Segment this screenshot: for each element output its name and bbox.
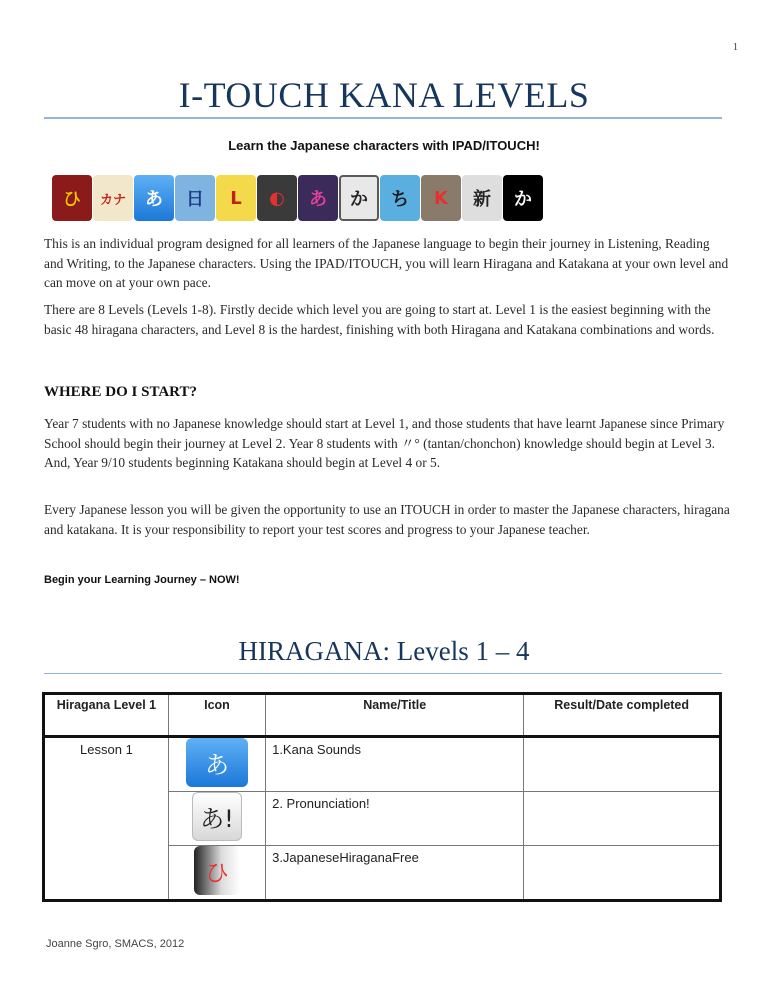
page-number: 1 (733, 42, 738, 53)
app-icon-strip (52, 175, 543, 221)
footer-credit: Joanne Sgro, SMACS, 2012 (46, 938, 185, 950)
app-icon-ka-dots: か (503, 175, 543, 221)
intro-paragraph-1: This is an individual program designed for all learners of the Japanese language to begin their journey in Listening, Reading and Writing, to the Japanese characters. Using the IPAD/ITOUCH, you will learn Hiragana and Katakana at your own level and can move on at your own pace. (44, 236, 729, 290)
app-icon-fan: ◐ (257, 175, 297, 221)
icon-cell (168, 846, 265, 901)
section-divider (44, 673, 722, 674)
name-cell: 2. Pronunciation! (266, 792, 524, 846)
app-icon-mascot-k: K (421, 175, 461, 221)
app-icon-learn-japanese: L (216, 175, 256, 221)
header-result-date: Result/Date completed (524, 694, 721, 737)
hiragana-section-title: HIRAGANA: Levels 1 – 4 (238, 636, 530, 666)
app-icon-kana-calendar: か (339, 175, 379, 221)
app-icon-kana-sounds: あ (134, 175, 174, 221)
title-divider (44, 117, 722, 119)
header-level: Hiragana Level 1 (44, 694, 169, 737)
start-paragraph-1: Year 7 students with no Japanese knowledge should start at Level 1, and those students that have learnt Japanese since Primary School should begin their journey at Level 2. Year 8 students with 〃° (tantan/chonchon) knowledge should begin at Level 3. And, Year 9/10 students beginning Katakana should begin at Level 4 or 5. (44, 416, 725, 470)
icon-cell (168, 792, 265, 846)
result-cell[interactable] (524, 846, 721, 901)
name-cell: 3.JapaneseHiraganaFree (266, 846, 524, 901)
call-to-action: Begin your Learning Journey – NOW! (44, 574, 240, 586)
where-do-i-start-heading: WHERE DO I START? (44, 384, 197, 400)
document-title: I-TOUCH KANA LEVELS (178, 75, 590, 115)
name-cell: 1.Kana Sounds (266, 737, 524, 792)
intro-paragraph-2: There are 8 Levels (Levels 1-8). Firstly decide which level you are going to start at. Level 1 is the easiest beginning with the basic 48 hiragana characters, and Level 8 is the hardest, finishing with both Hiragana and Katakana combinations and words. (44, 302, 715, 337)
hiragana-level-table (42, 692, 722, 902)
result-cell[interactable] (524, 737, 721, 792)
pronunciation-app-icon: あ! (192, 792, 242, 841)
result-cell[interactable] (524, 792, 721, 846)
table-header-row (44, 694, 721, 737)
start-paragraph-2: Every Japanese lesson you will be given the opportunity to use an ITOUCH in order to master the Japanese characters, hiragana and katakana. It is your responsibility to report your test scores and progress to your Japanese teacher. (44, 502, 730, 537)
app-icon-kana-tengu: カナ (93, 175, 133, 221)
app-icon-calligraphy: 新 (462, 175, 502, 221)
header-icon: Icon (168, 694, 265, 737)
lesson-label: Lesson 1 (44, 737, 169, 901)
table-row (44, 737, 721, 792)
kana-sounds-app-icon: あ (186, 738, 248, 787)
icon-cell (168, 737, 265, 792)
app-icon-hiragana-nazori: ひ (52, 175, 92, 221)
header-name-title: Name/Title (266, 694, 524, 737)
subtitle: Learn the Japanese characters with IPAD/ITOUCH! (228, 138, 540, 153)
app-icon-aiueo: あ (298, 175, 338, 221)
app-icon-kids-nihongo: 日 (175, 175, 215, 221)
japanese-hiragana-free-app-icon: ひ (194, 846, 240, 895)
app-icon-writing-lite: ち (380, 175, 420, 221)
